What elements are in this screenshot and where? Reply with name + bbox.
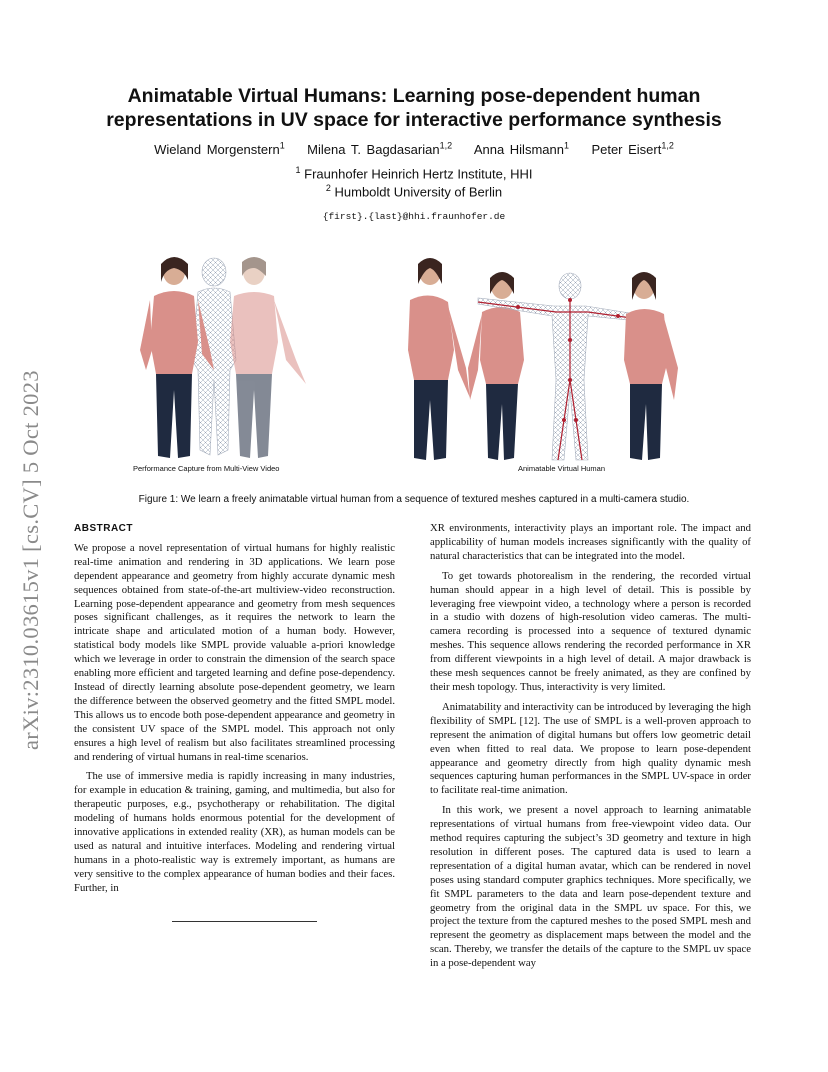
captured-person-ghost (230, 257, 306, 458)
author: Peter Eisert$^{1,2}$ (591, 141, 674, 158)
left-column (74, 522, 395, 896)
author: Milena T. Bagdasarian$^{1,2}$ (307, 141, 453, 158)
footnote-rule (172, 921, 317, 922)
paper-title: Animatable Virtual Humans: Learning pose-dependent human representations in UV space for interactive performance synthesis (106, 85, 722, 131)
abstract-heading: ABSTRACT (74, 523, 133, 534)
paragraph: The use of immersive media is rapidly increasing in many industries, for example in education & training, gaming, and multimedia, but also for therapeutic purposes, e.g., psychotherapy or rehabilitation. The digital modeling of humans holds enormous potential for the development of innovative applications in extended reality (XR), as human models can be used as natural and intuitive interfaces. Modeling and rendering virtual humans in a photo-realistic way is extremely important, as humans are very sensitive to the complex appearance of human bodies and their faces. Further, in (74, 770, 395, 894)
arxiv-identifier: arXiv:2310.03615v1 [cs.CV] 5 Oct 2023 (18, 370, 43, 750)
paragraph: Animatability and interactivity can be introduced by leveraging the high flexibility of SMPL [12]. The use of SMPL is a well-proven approach to represent the animation of digital humans but offers low geometric detail even when fitted to real data. We propose to learn pose-dependent appearance and geometry directly from high quality dynamic mesh sequences capturing human performances in the SMPL UV-space in order to facilitate real-time animation. (430, 700, 751, 797)
wireframe-scan (192, 258, 236, 455)
animated-person-3 (624, 272, 678, 460)
author: Anna Hilsmann$^1$ (473, 141, 569, 158)
paragraph: To get towards photorealism in the rendering, the recorded virtual human should appear in a high level of detail. This is possible by leveraging free viewpoint video, a technology where a person is recorded in a studio with dozens of high-resolution video cameras. The multi-camera recording is processed into a sequence of textured dynamic meshes. This sequence allows rendering the recorded performance in XR from different viewpoints in a high level of detail. A major drawback is these mesh sequences cannot be freely animated, as they are confined by their mesh topology. Thus, interactivity is very limited. (430, 569, 751, 693)
affiliation: $^1$ Fraunhofer Heinrich Hertz Institute, HHI (295, 165, 533, 182)
paragraph: We propose a novel representation of virtual humans for highly realistic real-time animation and rendering in 3D applications. We learn pose dependent appearance and geometry from highly accurate dynamic mesh sequences obtained from state-of-the-art multiview-video reconstruction. Learning pose-dependent appearance and geometry from mesh sequences poses significant challenges, as it requires the network to learn the intricate shape and articulated motion of a human body. However, statistical body models like SMPL provide valuable a-priori knowledge which we leverage in order to constrain the dimension of the search space enabling more efficient and targeted learning and define pose-dependency. Instead of directly learning absolute pose-dependent geometry, we learn the difference between the observed geometry and the fitted SMPL model. This allows us to encode both pose-dependent appearance and geometry in the consistent UV space of the SMPL model. This approach not only ensures a high level of realism but also facilitates streamlined processing and rendering of virtual humans in real-time scenarios. (74, 541, 395, 763)
figure-caption: Figure 1: We learn a freely animatable virtual human from a sequence of textured meshes captured in a multi-camera studio. (138, 494, 690, 505)
contact-email: {first}.{last}@hhi.fraunhofer.de (322, 211, 506, 222)
paragraph: XR environments, interactivity plays an important role. The impact and applicability of human models increases significantly with the quality of natural characteristics that can be integrated into the model. (430, 522, 751, 562)
author-list (90, 141, 738, 157)
paragraph: In this work, we present a novel approach to learning animatable representations of virtual humans from free-viewpoint video data. Our method requires capturing the subject’s 3D geometry and texture in high resolution in different poses. The captured data is used to learn a representation of a digital human avatar, which can be rendered in novel poses using standard computer graphics techniques. More specifically, we fit SMPL parameters to the data and learn pose-dependent texture and geometry from the original data in the SMPL uv space. For this, we project the texture from the captured meshes to the posed SMPL mesh and represent the geometry as displacement maps between the model and the scan. Thereby, we transfer the details of the capture to the SMPL uv space in a pose-dependent way (430, 804, 751, 970)
animated-person-1 (408, 258, 470, 460)
right-column (430, 522, 751, 971)
figure-subcaption: Performance Capture from Multi-View Video (133, 464, 280, 473)
affiliation: $^2$ Humboldt University of Berlin (325, 183, 503, 200)
teaser-figure (118, 250, 708, 465)
figure-subcaption: Animatable Virtual Human (518, 464, 605, 473)
author: Wieland Morgenstern$^1$ (154, 141, 285, 158)
